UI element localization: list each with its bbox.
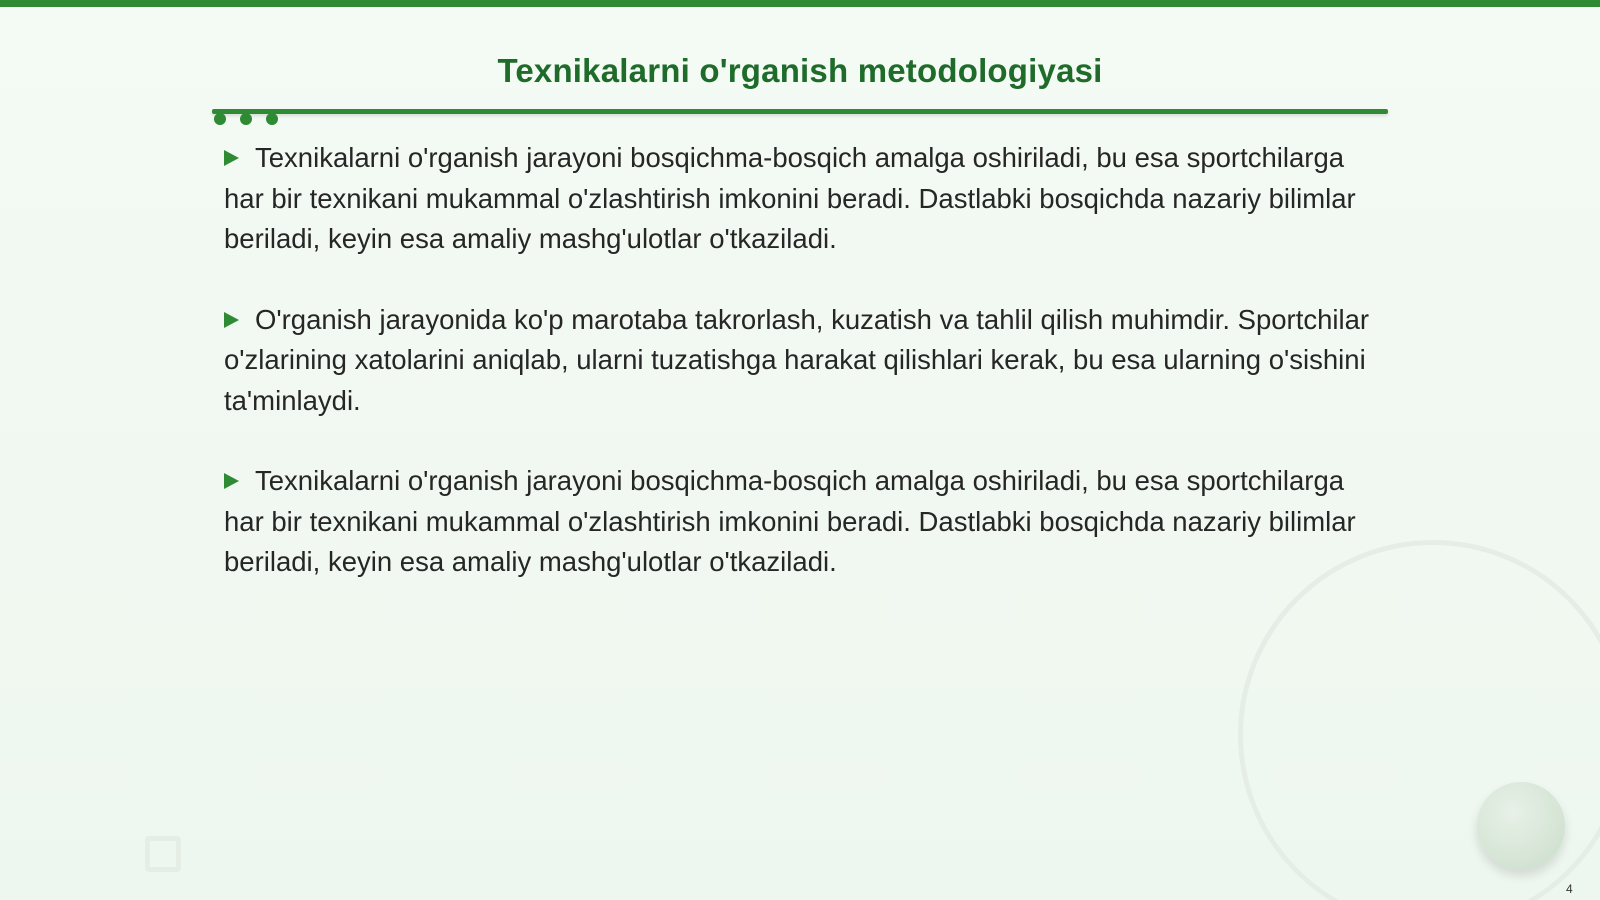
bullet-paragraph [224,300,1374,422]
bullet-paragraph [224,461,1374,583]
triangle-bullet-icon [224,150,239,166]
decorative-square [145,836,181,872]
triangle-bullet-icon [224,312,239,328]
bullet-text: Texnikalarni o'rganish jarayoni bosqichma-bosqich amalga oshiriladi, bu esa sportchilarga har bir texnikani mukammal o'zlashtirish imkonini beradi. Dastlabki bosqichda nazariy bilimlar beriladi, keyin esa amaliy mashg'ulotlar o'tkaziladi. [224,142,1356,254]
page-number: 4 [1566,882,1573,896]
bullet-list [224,138,1374,623]
title-underline [212,109,1388,114]
bullet-text: O'rganish jarayonida ko'p marotaba takrorlash, kuzatish va tahlil qilish muhimdir. Sportchilar o'zlarining xatolarini aniqlab, ularni tuzatishga harakat qilishlari kerak, bu esa ularning o'sishini ta'minlaydi. [224,303,1370,416]
decorative-dot [240,113,252,125]
decorative-circle [1477,782,1565,870]
decorative-dot [214,113,226,125]
bullet-paragraph [224,138,1374,260]
top-accent-bar [0,0,1600,7]
decorative-dot [266,113,278,125]
slide-title: Texnikalarni o'rganish metodologiyasi [497,52,1103,89]
bullet-text: Texnikalarni o'rganish jarayoni bosqichma-bosqich amalga oshiriladi, bu esa sportchilarga har bir texnikani mukammal o'zlashtirish imkonini beradi. Dastlabki bosqichda nazariy bilimlar beriladi, keyin esa amaliy mashg'ulotlar o'tkaziladi. [224,465,1356,577]
triangle-bullet-icon [224,473,239,489]
